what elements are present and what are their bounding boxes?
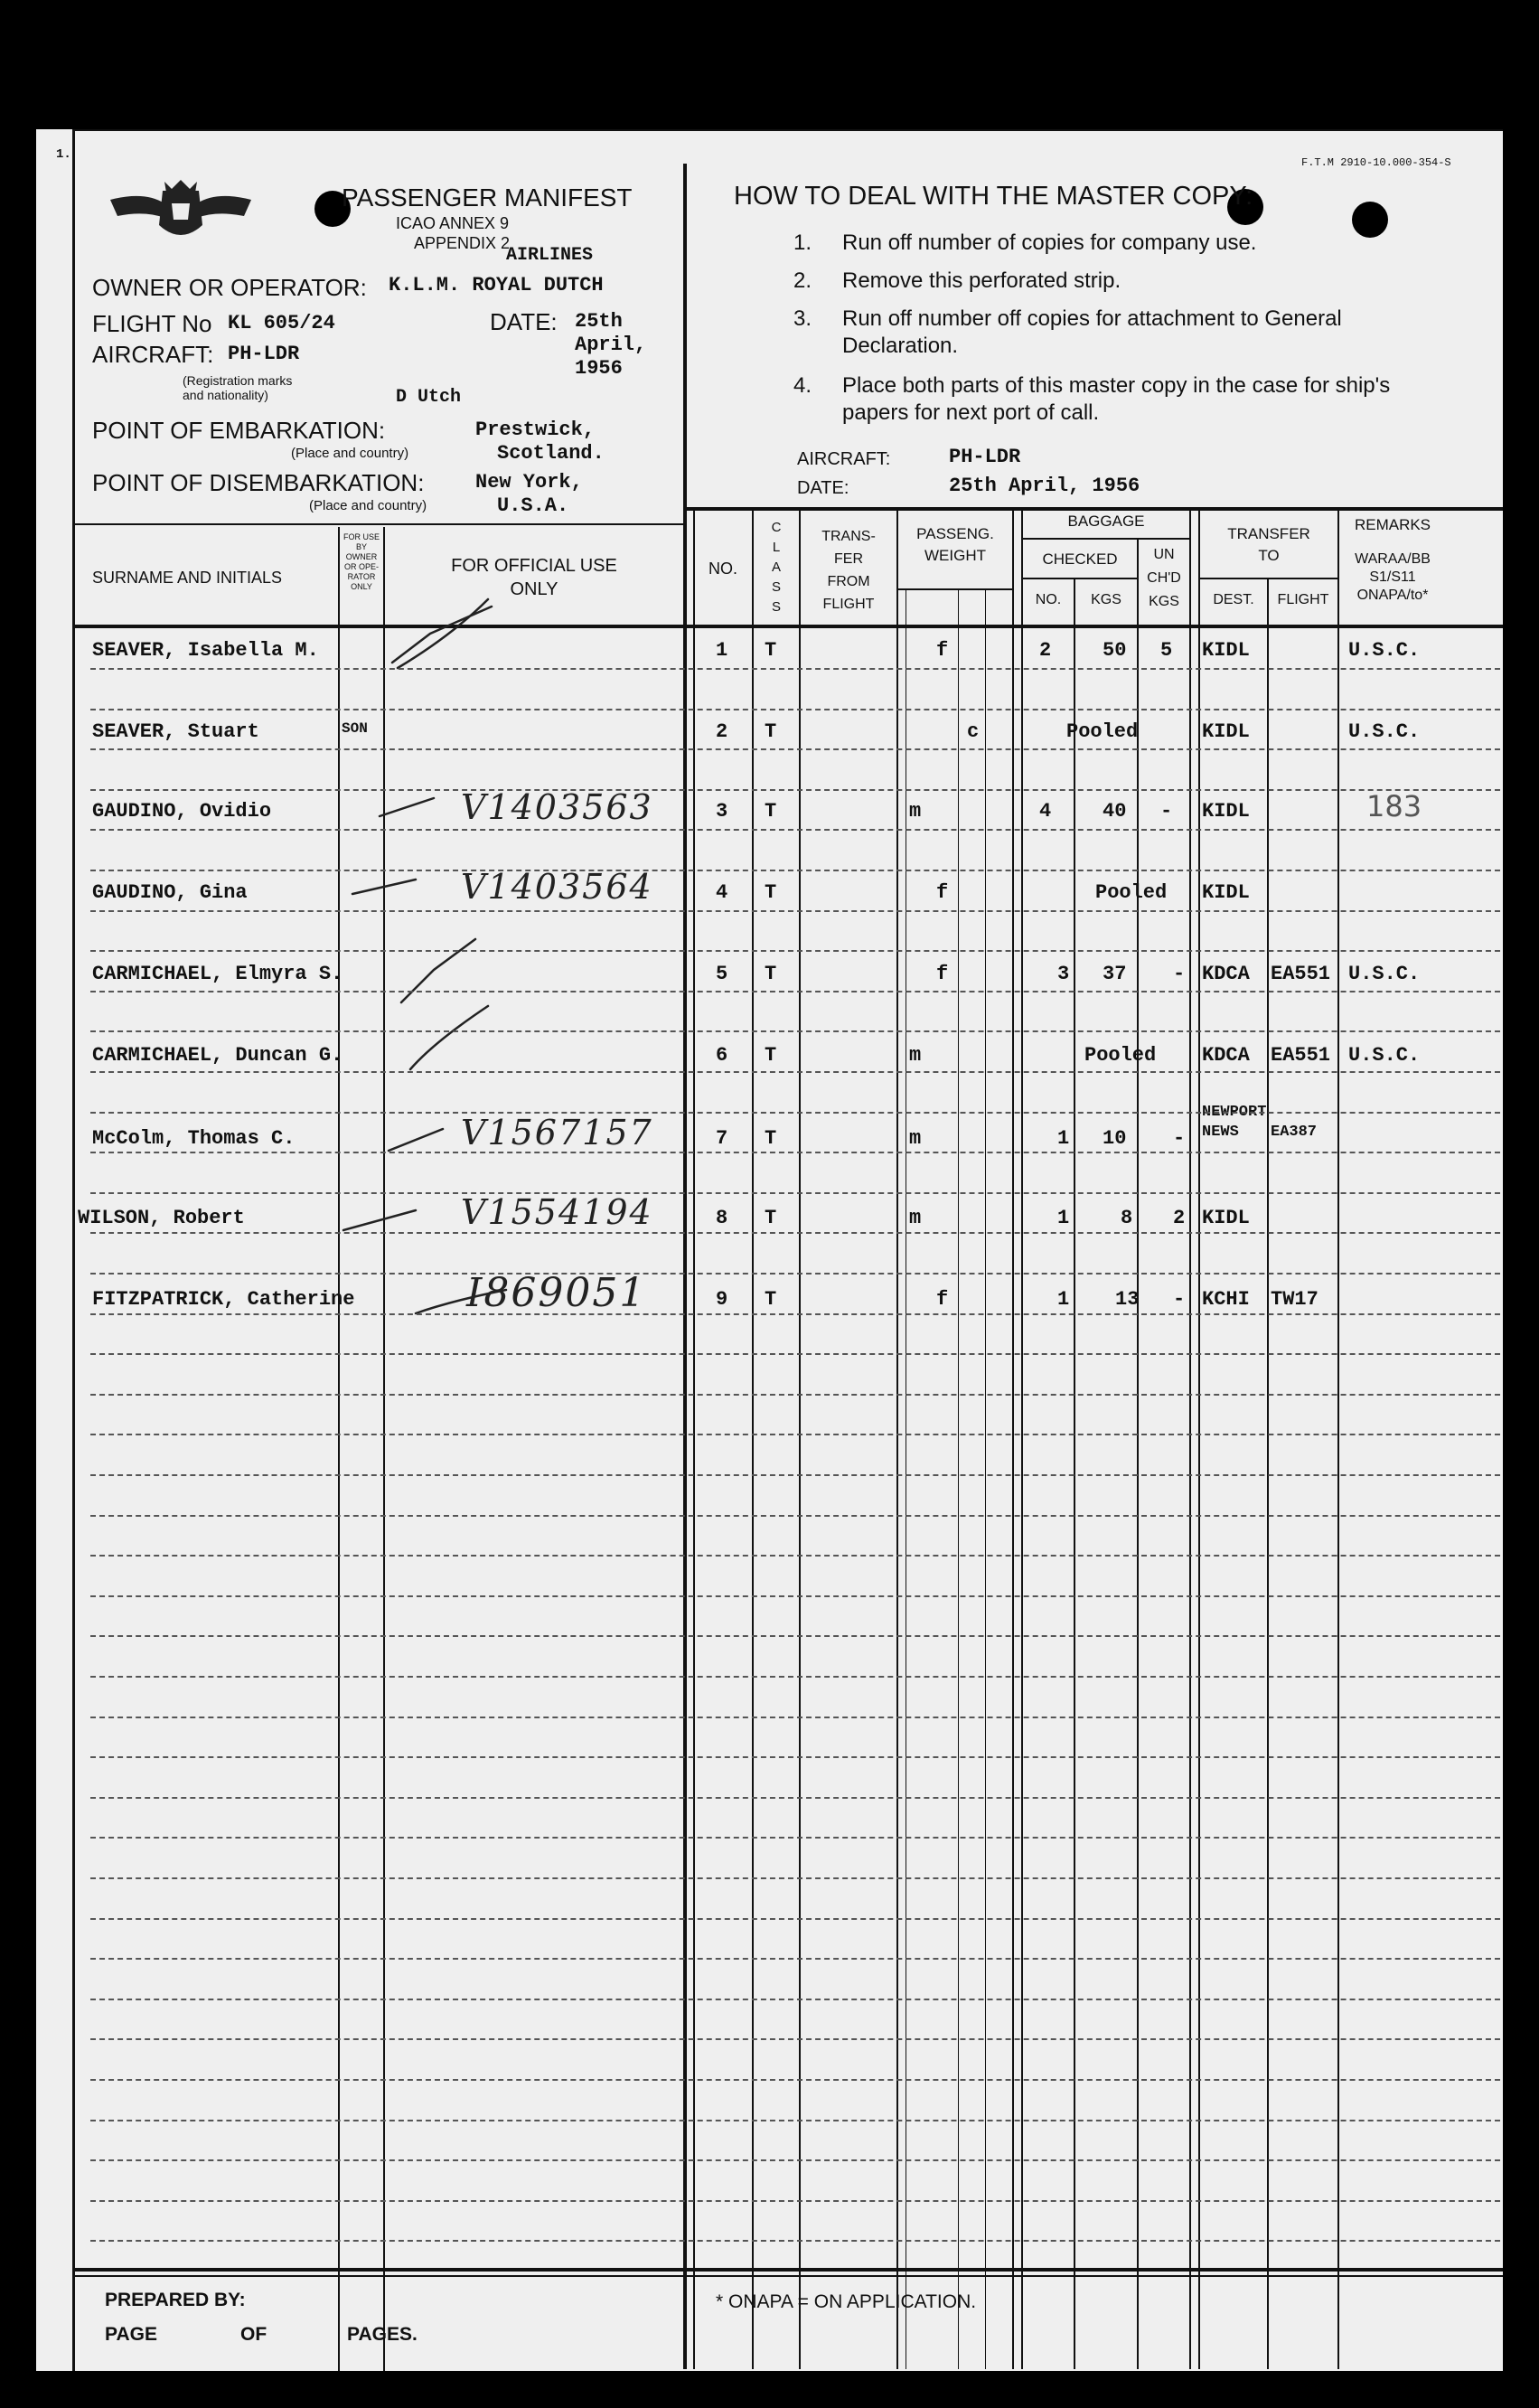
col-tflight: FLIGHT	[1277, 592, 1329, 607]
ruled-line	[90, 1797, 1500, 1799]
passenger-sex: f	[936, 639, 949, 662]
passenger-class: T	[765, 963, 777, 985]
ruled-line	[90, 1676, 1500, 1678]
official-number: I869051	[466, 1270, 647, 1316]
bag-no: 1	[1057, 1207, 1070, 1229]
flight-value: KL 605/24	[228, 312, 335, 334]
for-use-line: FOR USE	[343, 532, 380, 541]
passenger-no: 6	[716, 1044, 728, 1067]
ruled-line	[90, 829, 1500, 831]
passenger-name: SEAVER, Isabella M.	[92, 639, 319, 662]
ruled-line	[90, 870, 1500, 871]
ruled-line	[90, 1515, 1500, 1517]
official-number: V1567157	[461, 1113, 653, 1152]
instruction-4-num: 4.	[793, 373, 812, 398]
class-letter: S	[771, 599, 781, 615]
passenger-class: T	[765, 1288, 777, 1311]
dest: KDCA	[1202, 1044, 1250, 1067]
ruled-line	[90, 2120, 1500, 2121]
passenger-no: 1	[716, 639, 728, 662]
ruled-line	[90, 1474, 1500, 1476]
dest: KIDL	[1202, 881, 1250, 904]
form-code: F.T.M 2910-10.000-354-S	[1301, 156, 1451, 169]
aircraft-hint-2: and nationality)	[183, 388, 268, 402]
class-letter: L	[772, 540, 781, 555]
ruled-line	[90, 748, 1500, 750]
col-surname: SURNAME AND INITIALS	[92, 569, 283, 587]
dest-line-2: NEWS	[1202, 1124, 1239, 1141]
table-bottom	[72, 2268, 1503, 2272]
dest: KIDL	[1202, 1207, 1250, 1229]
remarks: 183	[1366, 789, 1422, 823]
ruled-line	[90, 1918, 1500, 1920]
bag-kgs: 40	[1103, 800, 1127, 823]
ruled-line	[90, 1756, 1500, 1758]
ruled-line	[90, 2240, 1500, 2242]
passenger-name: GAUDINO, Gina	[92, 881, 248, 904]
class-letter: S	[771, 579, 781, 595]
passenger-class: T	[765, 1044, 777, 1067]
col-dest: DEST.	[1213, 592, 1254, 607]
copy-aircraft-label: AIRCRAFT:	[797, 449, 891, 469]
passenger-name: CARMICHAEL, Elmyra S.	[92, 963, 343, 985]
passenger-class: T	[765, 881, 777, 904]
aircraft-value: PH-LDR	[228, 343, 300, 365]
transfer-flight: EA551	[1271, 963, 1331, 985]
bag-no: 2	[1039, 639, 1052, 662]
ruled-line	[90, 789, 1500, 791]
ruled-line	[90, 910, 1500, 912]
passenger-no: 3	[716, 800, 728, 823]
ruled-line	[90, 668, 1500, 670]
remarks-sub-line: S1/S11	[1369, 569, 1416, 585]
passenger-sex: m	[909, 1207, 922, 1229]
date-value-3: 1956	[575, 357, 623, 380]
official-number: V1554194	[461, 1192, 653, 1232]
instructions-heading: HOW TO DEAL WITH THE MASTER COPY:	[734, 182, 1253, 211]
aircraft-nationality: D Utch	[396, 387, 462, 408]
col-bag-kgs: KGS	[1091, 592, 1121, 607]
ruled-line	[90, 2200, 1500, 2202]
aircraft-label: AIRCRAFT:	[92, 341, 214, 368]
flight-label: FLIGHT No	[92, 310, 212, 337]
unchd-line: CH'D	[1147, 570, 1181, 586]
appendix: APPENDIX 2	[414, 234, 511, 252]
dest: KCHI	[1202, 1288, 1250, 1311]
transfer-flight: EA551	[1271, 1044, 1331, 1067]
operator-mark: SON	[342, 720, 368, 737]
remarks: U.S.C.	[1348, 963, 1421, 985]
passenger-sex: f	[936, 963, 949, 985]
class-letter: A	[771, 560, 781, 575]
passenger-sex: c	[967, 720, 980, 743]
ruled-line	[90, 1313, 1500, 1315]
icao-annex: ICAO ANNEX 9	[396, 214, 510, 232]
ruled-line	[90, 709, 1500, 710]
passenger-name: SEAVER, Stuart	[92, 720, 259, 743]
date-value: 25th	[575, 310, 623, 333]
manifest-title: PASSENGER MANIFEST	[342, 183, 633, 212]
instruction-1-num: 1.	[793, 230, 812, 255]
table-bottom-2	[72, 2275, 1503, 2277]
passenger-name: CARMICHAEL, Duncan G.	[92, 1044, 343, 1067]
ruled-line	[90, 1152, 1500, 1153]
passenger-sex: f	[936, 1288, 949, 1311]
dest: NEWPORT	[1202, 1104, 1267, 1121]
for-use-line: OR OPE-	[343, 562, 379, 571]
transfer-to-line: TRANSFER	[1227, 525, 1310, 542]
col-no: NO.	[708, 560, 737, 578]
disembarkation-hint: (Place and country)	[309, 498, 427, 513]
instruction-1: Run off number of copies for company use.	[842, 230, 1257, 255]
remarks: U.S.C.	[1348, 639, 1421, 662]
passenger-no: 8	[716, 1207, 728, 1229]
ruled-line	[90, 991, 1500, 992]
bag-kgs: Pooled	[1066, 720, 1139, 743]
unchd-kgs: -	[1160, 800, 1173, 823]
col-checked: CHECKED	[1042, 550, 1118, 568]
bag-no: 1	[1057, 1127, 1070, 1150]
disembarkation-value: New York,	[475, 471, 583, 494]
passenger-class: T	[765, 800, 777, 823]
passenger-no: 2	[716, 720, 728, 743]
page-label: PAGE	[105, 2324, 157, 2345]
transfer-from-line: FROM	[827, 574, 870, 589]
official-number: V1403563	[461, 787, 653, 827]
ruled-line	[90, 1192, 1500, 1194]
ruled-line	[90, 1877, 1500, 1879]
transfer-flight: TW17	[1271, 1288, 1318, 1311]
owner-value: K.L.M. ROYAL DUTCH	[389, 274, 604, 296]
passenger-name: GAUDINO, Ovidio	[92, 800, 272, 823]
bag-kgs: 10	[1103, 1127, 1127, 1150]
passenger-no: 7	[716, 1127, 728, 1150]
ruled-line	[90, 1353, 1500, 1355]
ruled-line	[90, 1434, 1500, 1435]
transfer-from-line: FLIGHT	[822, 597, 875, 612]
class-letter: C	[771, 520, 782, 535]
ruled-line	[90, 950, 1500, 952]
bag-kgs: 13	[1115, 1288, 1140, 1311]
ruled-line	[90, 1232, 1500, 1234]
passenger-class: T	[765, 1127, 777, 1150]
date-value-2: April,	[575, 334, 647, 356]
bag-no: 4	[1039, 800, 1052, 823]
prepared-by: PREPARED BY:	[105, 2290, 246, 2310]
ruled-line	[90, 2038, 1500, 2040]
dest: KDCA	[1202, 963, 1250, 985]
embarkation-label: POINT OF EMBARKATION:	[92, 417, 386, 444]
passenger-sex: m	[909, 800, 922, 823]
airlines-label: AIRLINES	[506, 245, 594, 266]
instruction-3-num: 3.	[793, 306, 812, 331]
remarks: U.S.C.	[1348, 1044, 1421, 1067]
passenger-class: T	[765, 639, 777, 662]
passeng-line: PASSENG.	[916, 525, 994, 542]
unchd-kgs: -	[1173, 1127, 1186, 1150]
dest: KIDL	[1202, 800, 1250, 823]
bag-no: 3	[1057, 963, 1070, 985]
ruled-line	[90, 1635, 1500, 1637]
passenger-sex: m	[909, 1127, 922, 1150]
ruled-line	[90, 1273, 1500, 1275]
ruled-line	[90, 1595, 1500, 1597]
unchd-line: UN	[1153, 547, 1175, 562]
passenger-no: 9	[716, 1288, 728, 1311]
transfer-to-line: TO	[1258, 547, 1280, 564]
copy-date-label: DATE:	[797, 478, 849, 498]
remarks-sub-line: WARAA/BB	[1355, 551, 1431, 567]
official-number: V1403564	[461, 867, 653, 907]
col-bag-no: NO.	[1035, 592, 1062, 607]
bag-kgs: 50	[1103, 639, 1127, 662]
ruled-line	[90, 1999, 1500, 2000]
pages-label: PAGES.	[347, 2324, 418, 2345]
ruled-line	[90, 1112, 1500, 1114]
transfer-flight: EA387	[1271, 1124, 1318, 1141]
for-use-line: OWNER	[345, 552, 378, 561]
disembarkation-value-2: U.S.A.	[497, 494, 569, 517]
remarks: U.S.C.	[1348, 720, 1421, 743]
instruction-4-cont: papers for next port of call.	[842, 400, 1100, 425]
ruled-line	[90, 1030, 1500, 1032]
transfer-from-line: TRANS-	[821, 529, 876, 544]
bag-kgs: Pooled	[1095, 881, 1168, 904]
aircraft-hint: (Registration marks	[183, 373, 293, 388]
unchd-kgs: -	[1173, 963, 1186, 985]
bag-kgs: Pooled	[1084, 1044, 1157, 1067]
handwritten-marks-icon	[36, 129, 1503, 1395]
official-line: ONLY	[510, 579, 558, 599]
official-line: FOR OFFICIAL USE	[451, 556, 617, 576]
corner-mark: 1.	[56, 147, 71, 162]
passenger-name: FITZPATRICK, Catherine	[92, 1288, 355, 1311]
for-use-line: ONLY	[351, 582, 372, 591]
passeng-line: WEIGHT	[924, 547, 986, 564]
copy-aircraft-value: PH-LDR	[949, 446, 1021, 468]
ruled-line	[90, 1717, 1500, 1718]
passenger-name: WILSON, Robert	[78, 1207, 245, 1229]
ruled-line	[90, 2079, 1500, 2081]
ruled-line	[90, 1837, 1500, 1839]
passenger-class: T	[765, 720, 777, 743]
passenger-no: 4	[716, 881, 728, 904]
bag-kgs: 37	[1103, 963, 1127, 985]
instruction-4: Place both parts of this master copy in the case for ship's	[842, 373, 1391, 398]
passenger-name: McColm, Thomas C.	[92, 1127, 296, 1150]
onapa-note: * ONAPA = ON APPLICATION.	[716, 2291, 977, 2312]
embarkation-hint: (Place and country)	[291, 446, 409, 461]
unchd-kgs: 2	[1173, 1207, 1186, 1229]
owner-label: OWNER OR OPERATOR:	[92, 274, 367, 301]
passenger-sex: f	[936, 881, 949, 904]
for-use-line: BY	[355, 542, 367, 551]
unchd-kgs: -	[1173, 1288, 1186, 1311]
date-label: DATE:	[490, 308, 558, 335]
ruled-line	[90, 1394, 1500, 1396]
bag-no: 1	[1057, 1288, 1070, 1311]
passenger-no: 5	[716, 963, 728, 985]
ruled-line	[90, 1071, 1500, 1073]
instruction-3: Run off number off copies for attachment to General	[842, 306, 1342, 331]
disembarkation-label: POINT OF DISEMBARKATION:	[92, 469, 425, 496]
bag-kgs: 8	[1121, 1207, 1133, 1229]
passenger-class: T	[765, 1207, 777, 1229]
instruction-3-cont: Declaration.	[842, 334, 959, 358]
remarks-sub-line: ONAPA/to*	[1356, 588, 1429, 603]
ruled-line	[90, 1958, 1500, 1960]
transfer-from-line: FER	[834, 551, 863, 567]
instruction-2-num: 2.	[793, 268, 812, 293]
col-baggage: BAGGAGE	[1067, 513, 1145, 530]
for-use-line: RATOR	[347, 572, 376, 581]
unchd-kgs: 5	[1160, 639, 1173, 662]
instruction-2: Remove this perforated strip.	[842, 268, 1121, 293]
embarkation-value-2: Scotland.	[497, 442, 605, 465]
ruled-line	[90, 1555, 1500, 1557]
unchd-line: KGS	[1149, 594, 1179, 609]
col-remarks: REMARKS	[1354, 516, 1431, 533]
manifest-sheet	[36, 129, 1503, 2371]
ruled-line	[90, 2159, 1500, 2161]
of-label: OF	[240, 2324, 267, 2345]
copy-date-value: 25th April, 1956	[949, 475, 1140, 497]
dest: KIDL	[1202, 720, 1250, 743]
dest: KIDL	[1202, 639, 1250, 662]
passenger-sex: m	[909, 1044, 922, 1067]
embarkation-value: Prestwick,	[475, 419, 596, 441]
